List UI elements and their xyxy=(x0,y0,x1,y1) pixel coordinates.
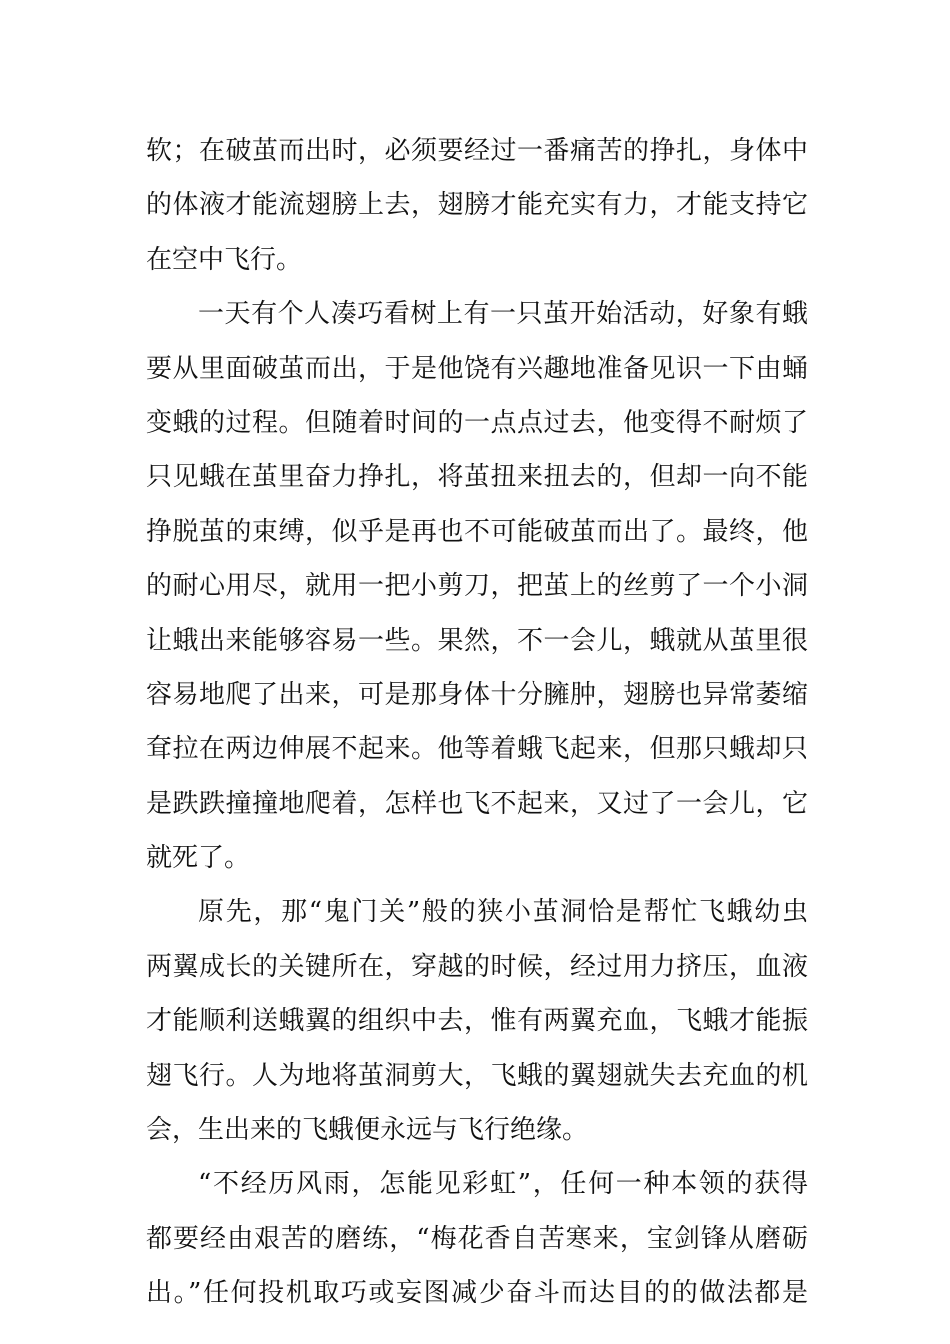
text-line: 耷拉在两边伸展不起来。他等着蛾飞起来，但那只蛾却只 xyxy=(146,734,808,765)
text-line: 会，生出来的飞蛾便永远与飞行绝缘。 xyxy=(146,1115,589,1146)
text-line: 翅飞行。人为地将茧洞剪大，飞蛾的翼翅就失去充血的机 xyxy=(146,1060,808,1091)
text-line: 出。”任何投机取巧或妄图减少奋斗而达目的的做法都是 xyxy=(146,1278,808,1309)
text-line: 软；在破茧而出时，必须要经过一番痛苦的挣扎，身体中 xyxy=(146,136,808,166)
text-line: “不经历风雨，怎能见彩虹”，任何一种本领的获得 xyxy=(198,1169,808,1200)
text-line: 原先，那“鬼门关”般的狭小茧洞恰是帮忙飞蛾幼虫 xyxy=(198,897,808,928)
text-line: 是跌跌撞撞地爬着，怎样也飞不起来，又过了一会儿，它 xyxy=(146,788,808,819)
body-text xyxy=(146,124,808,1321)
text-line: 的体液才能流翅膀上去，翅膀才能充实有力，才能支持它 xyxy=(146,190,808,221)
text-line: 只见蛾在茧里奋力挣扎，将茧扭来扭去的，但却一向不能 xyxy=(146,462,808,493)
text-line: 的耐心用尽，就用一把小剪刀，把茧上的丝剪了一个小洞 xyxy=(146,571,808,602)
text-line: 才能顺利送蛾翼的组织中去，惟有两翼充血，飞蛾才能振 xyxy=(146,1006,808,1037)
text-line: 容易地爬了出来，可是那身体十分臃肿，翅膀也异常萎缩 xyxy=(146,679,808,710)
text-line: 挣脱茧的束缚，似乎是再也不可能破茧而出了。最终，他 xyxy=(146,516,808,547)
text-line: 变蛾的过程。但随着时间的一点点过去，他变得不耐烦了 xyxy=(146,407,808,438)
text-line: 要从里面破茧而出，于是他饶有兴趣地准备见识一下由蛹 xyxy=(146,353,808,384)
text-line: 都要经由艰苦的磨练，“梅花香自苦寒来，宝剑锋从磨砺 xyxy=(146,1223,808,1254)
text-line: 让蛾出来能够容易一些。果然，不一会儿，蛾就从茧里很 xyxy=(146,625,808,656)
text-line: 一天有个人凑巧看树上有一只茧开始活动，好象有蛾 xyxy=(198,299,808,330)
text-line: 在空中飞行。 xyxy=(146,244,303,275)
text-line: 就死了。 xyxy=(146,843,251,874)
text-line: 两翼成长的关键所在，穿越的时候，经过用力挤压，血液 xyxy=(146,951,808,982)
